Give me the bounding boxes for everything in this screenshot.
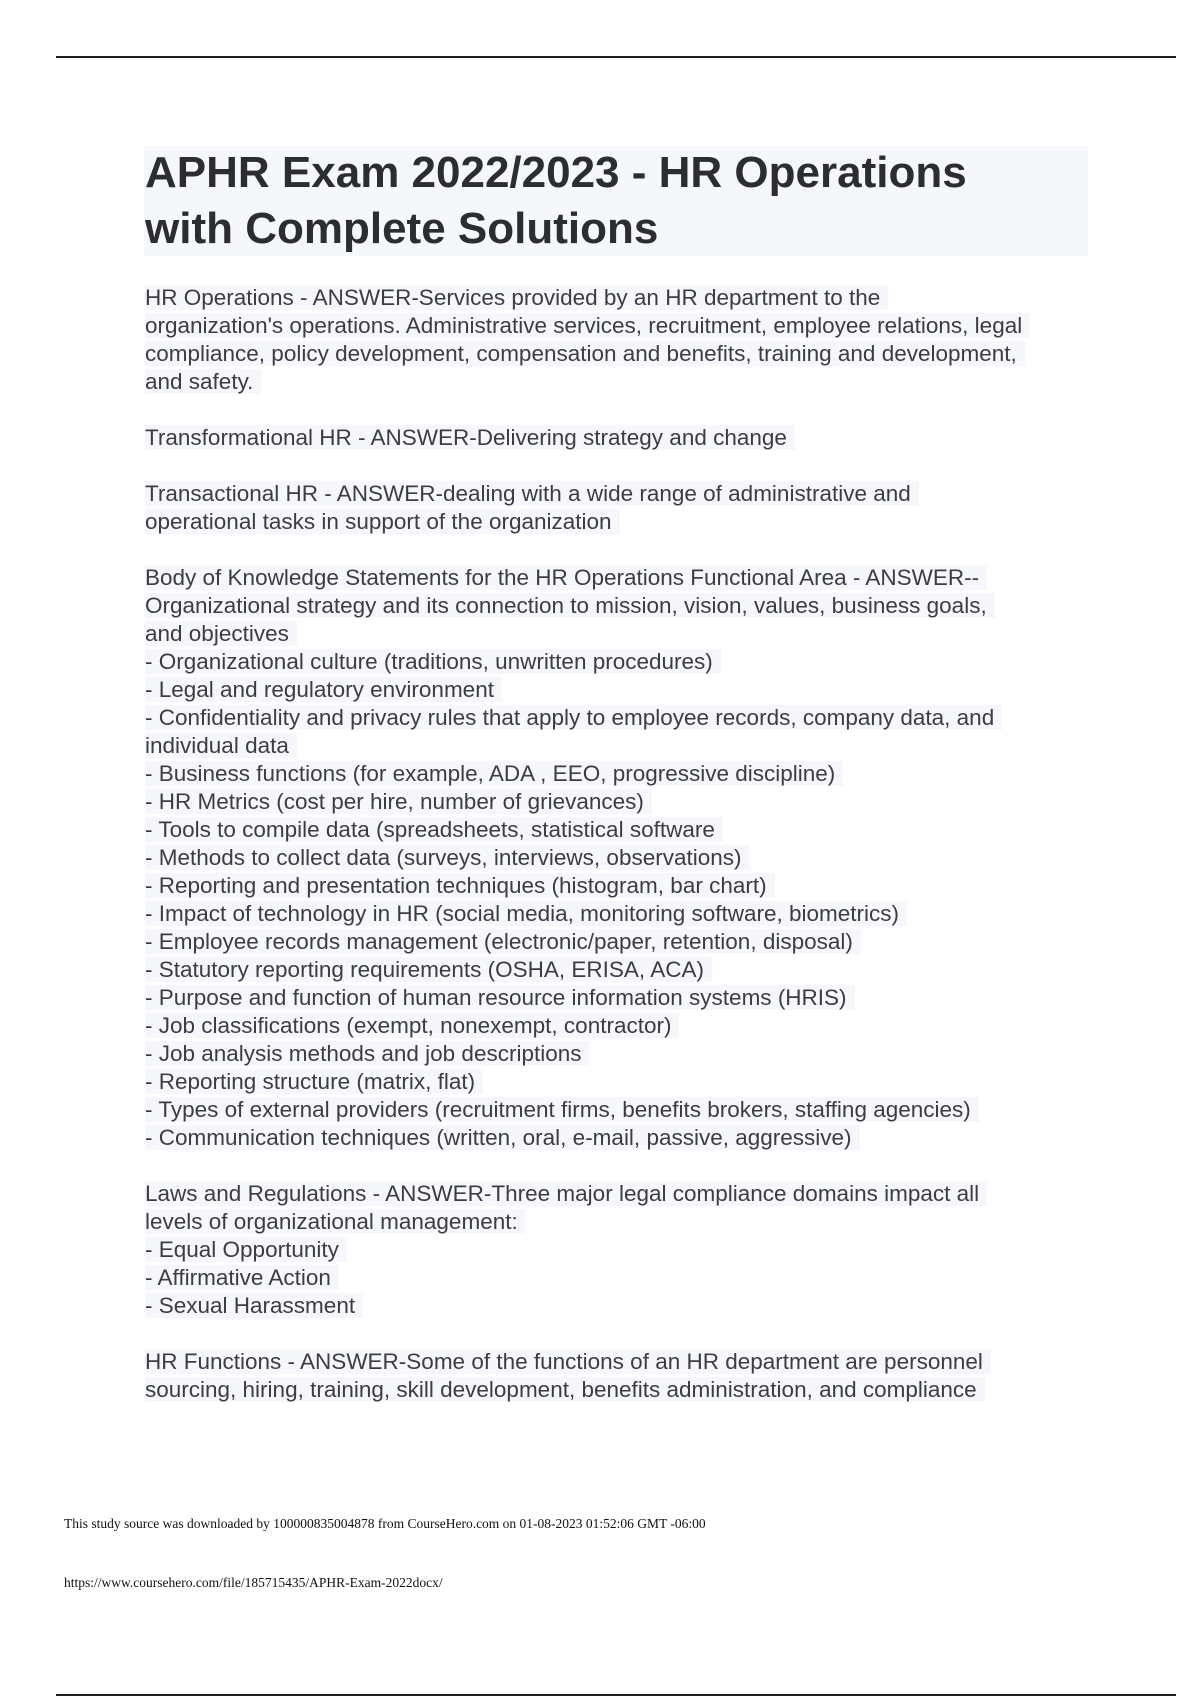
qa-line: - Impact of technology in HR (social media, monitoring software, biometrics) [145, 901, 907, 926]
qa-line: levels of organizational management: [145, 1209, 526, 1234]
qa-entry [145, 424, 1105, 452]
qa-line: - Purpose and function of human resource information systems (HRIS) [145, 985, 855, 1010]
qa-entry [145, 1180, 1105, 1320]
qa-line: HR Operations - ANSWER-Services provided by an HR department to the [145, 285, 888, 310]
qa-line: Transactional HR - ANSWER-dealing with a wide range of administrative and [145, 481, 919, 506]
qa-line: - Confidentiality and privacy rules that apply to employee records, company data, and [145, 705, 1002, 730]
qa-line-row [145, 1208, 1105, 1236]
qa-line-row [145, 1040, 1105, 1068]
qa-line-row [145, 956, 1105, 984]
qa-line: - Job classifications (exempt, nonexempt, contractor) [145, 1013, 679, 1038]
qa-line: - Tools to compile data (spreadsheets, statistical software [145, 817, 723, 842]
qa-line: Organizational strategy and its connection to mission, vision, values, business goals, [145, 593, 995, 618]
qa-line-row [145, 1376, 1105, 1404]
qa-line-row [145, 312, 1105, 340]
qa-entry [145, 1348, 1105, 1404]
qa-line: Laws and Regulations - ANSWER-Three major legal compliance domains impact all [145, 1181, 987, 1206]
qa-line-row [145, 788, 1105, 816]
qa-line-row [145, 1012, 1105, 1040]
download-source-note: This study source was downloaded by 100000835004878 from CourseHero.com on 01-08-2023 01:52:06 GMT -06:00 [64, 1516, 706, 1531]
qa-line-row [145, 284, 1105, 312]
qa-line: - Affirmative Action [145, 1265, 339, 1290]
source-url: https://www.coursehero.com/file/185715435/APHR-Exam-2022docx/ [64, 1575, 443, 1590]
qa-line: Body of Knowledge Statements for the HR Operations Functional Area - ANSWER-- [145, 565, 987, 590]
qa-line: - Business functions (for example, ADA , EEO, progressive discipline) [145, 761, 843, 786]
qa-line-row [145, 704, 1105, 732]
qa-line: - Sexual Harassment [145, 1293, 363, 1318]
qa-line-row [145, 1292, 1105, 1320]
qa-line-row [145, 760, 1105, 788]
qa-line-row [145, 1068, 1105, 1096]
top-rule [56, 56, 1176, 58]
qa-line: - Equal Opportunity [145, 1237, 347, 1262]
qa-line: - Employee records management (electronic/paper, retention, disposal) [145, 929, 861, 954]
document-title [145, 145, 1085, 257]
qa-line-row [145, 1180, 1105, 1208]
qa-line: - Statutory reporting requirements (OSHA, ERISA, ACA) [145, 957, 712, 982]
qa-line-row [145, 648, 1105, 676]
qa-line-row [145, 1124, 1105, 1152]
qa-entry [145, 480, 1105, 536]
qa-line: - Communication techniques (written, oral, e-mail, passive, aggressive) [145, 1125, 860, 1150]
qa-entry [145, 564, 1105, 1152]
qa-line: - Methods to collect data (surveys, interviews, observations) [145, 845, 750, 870]
bottom-rule [56, 1694, 1176, 1696]
qa-line-row [145, 1264, 1105, 1292]
qa-line: organization's operations. Administrative services, recruitment, employee relations, legal [145, 313, 1030, 338]
qa-line: - Reporting and presentation techniques (histogram, bar chart) [145, 873, 775, 898]
qa-line: - Job analysis methods and job descriptions [145, 1041, 590, 1066]
qa-line-row [145, 676, 1105, 704]
qa-line: - Legal and regulatory environment [145, 677, 502, 702]
qa-line-row [145, 564, 1105, 592]
qa-line-row [145, 1348, 1105, 1376]
qa-line: - Organizational culture (traditions, unwritten procedures) [145, 649, 721, 674]
qa-line: Transformational HR - ANSWER-Delivering strategy and change [145, 425, 795, 450]
qa-line-row [145, 508, 1105, 536]
qa-line: individual data [145, 733, 297, 758]
qa-line-row [145, 592, 1105, 620]
qa-line-row [145, 480, 1105, 508]
qa-line: and objectives [145, 621, 297, 646]
qa-line-row [145, 928, 1105, 956]
qa-line: and safety. [145, 369, 261, 394]
qa-line: - Types of external providers (recruitment firms, benefits brokers, staffing agencies) [145, 1097, 979, 1122]
qa-line: operational tasks in support of the organization [145, 509, 620, 534]
qa-line: HR Functions - ANSWER-Some of the functions of an HR department are personnel [145, 1349, 991, 1374]
qa-line-row [145, 1236, 1105, 1264]
qa-line-row [145, 816, 1105, 844]
document-body [145, 284, 1105, 1432]
qa-line-row [145, 368, 1105, 396]
qa-line-row [145, 872, 1105, 900]
qa-line-row [145, 900, 1105, 928]
qa-line: sourcing, hiring, training, skill development, benefits administration, and compliance [145, 1377, 985, 1402]
qa-line: - HR Metrics (cost per hire, number of grievances) [145, 789, 652, 814]
qa-line-row [145, 424, 1105, 452]
qa-line-row [145, 984, 1105, 1012]
qa-line-row [145, 1096, 1105, 1124]
qa-line-row [145, 620, 1105, 648]
title-line: APHR Exam 2022/2023 - HR Operations [145, 148, 967, 197]
qa-line: compliance, policy development, compensation and benefits, training and development, [145, 341, 1025, 366]
qa-line-row [145, 844, 1105, 872]
qa-line: - Reporting structure (matrix, flat) [145, 1069, 483, 1094]
title-line: with Complete Solutions [145, 204, 659, 253]
qa-line-row [145, 340, 1105, 368]
qa-line-row [145, 732, 1105, 760]
qa-entry [145, 284, 1105, 396]
